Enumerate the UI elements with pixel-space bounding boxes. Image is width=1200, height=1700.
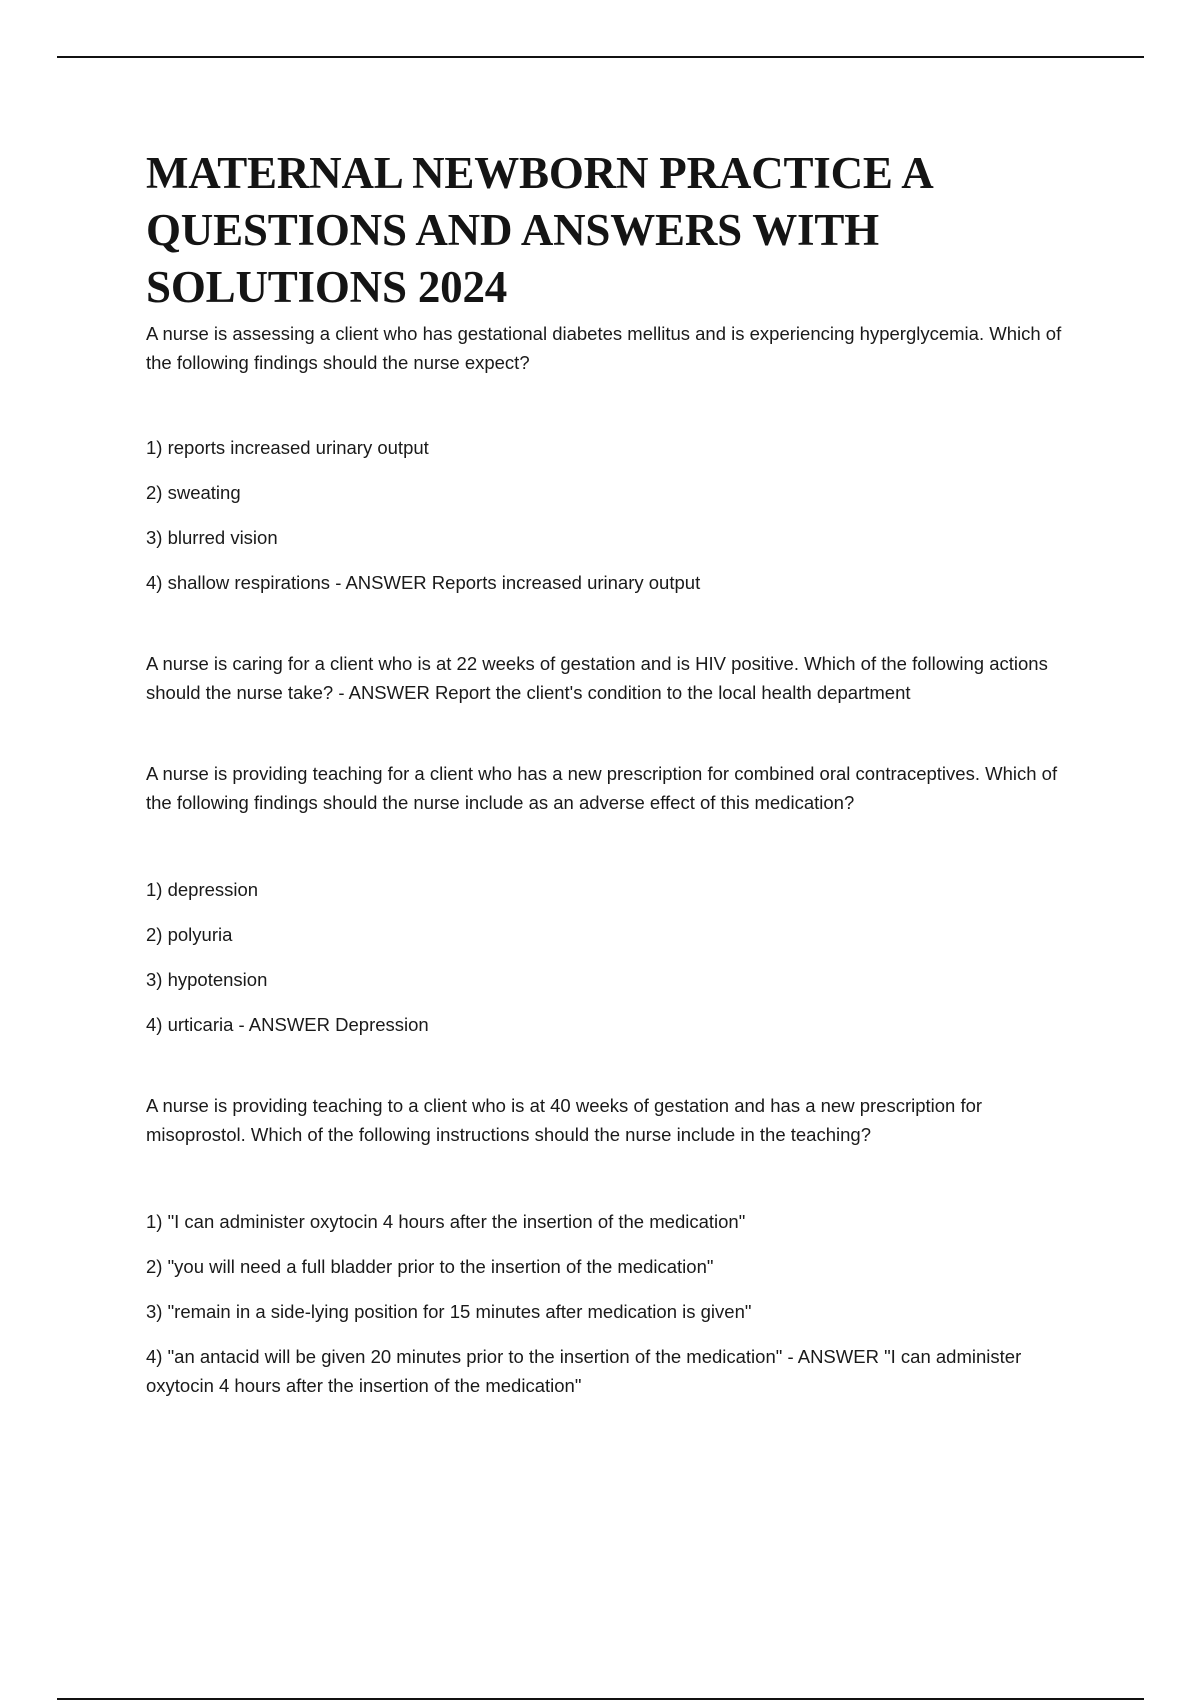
answer-options	[146, 433, 1086, 597]
answer-option: 1) depression	[146, 879, 259, 900]
answer-option: 2) sweating	[146, 482, 241, 503]
title-line: QUESTIONS AND ANSWERS WITH	[146, 205, 879, 255]
document-body	[146, 145, 1086, 1416]
title-line: SOLUTIONS 2024	[146, 262, 508, 312]
question-4	[146, 1091, 1086, 1400]
question-prompt: A nurse is providing teaching to a client who is at 40 weeks of gestation and has a new prescription for misoprostol. Which of the following instructions should the nurse include in the teaching?	[146, 1095, 983, 1145]
answer-option: 4) "an antacid will be given 20 minutes prior to the insertion of the medication" - ANSWER "I can administer oxytocin 4 hours after the insertion of the medication"	[146, 1346, 1022, 1396]
question-prompt: A nurse is providing teaching for a client who has a new prescription for combined oral contraceptives. Which of the following findings should the nurse include as an adverse effect of this medication?	[146, 763, 1058, 813]
answer-option: 4) shallow respirations - ANSWER Reports increased urinary output	[146, 572, 701, 593]
answer-option: 1) reports increased urinary output	[146, 437, 429, 458]
page-top-rule	[57, 56, 1144, 58]
answer-options	[146, 875, 1086, 1039]
question-prompt: A nurse is assessing a client who has gestational diabetes mellitus and is experiencing hyperglycemia. Which of the following findings should the nurse expect?	[146, 323, 1062, 373]
question-1	[146, 319, 1086, 597]
question-3	[146, 759, 1086, 1039]
answer-options	[146, 1207, 1086, 1400]
title-line: MATERNAL NEWBORN PRACTICE A	[146, 148, 934, 198]
answer-option: 2) "you will need a full bladder prior to the insertion of the medication"	[146, 1256, 714, 1277]
answer-option: 4) urticaria - ANSWER Depression	[146, 1014, 429, 1035]
answer-option: 1) "I can administer oxytocin 4 hours after the insertion of the medication"	[146, 1211, 746, 1232]
answer-option: 3) hypotension	[146, 969, 268, 990]
answer-option: 3) "remain in a side-lying position for 15 minutes after medication is given"	[146, 1301, 752, 1322]
document-title	[146, 145, 1086, 316]
question-2	[146, 649, 1086, 707]
answer-option: 3) blurred vision	[146, 527, 278, 548]
question-prompt: A nurse is caring for a client who is at 22 weeks of gestation and is HIV positive. Which of the following actions should the nurse take? - ANSWER Report the client's condition to the local health department	[146, 653, 1048, 703]
answer-option: 2) polyuria	[146, 924, 233, 945]
